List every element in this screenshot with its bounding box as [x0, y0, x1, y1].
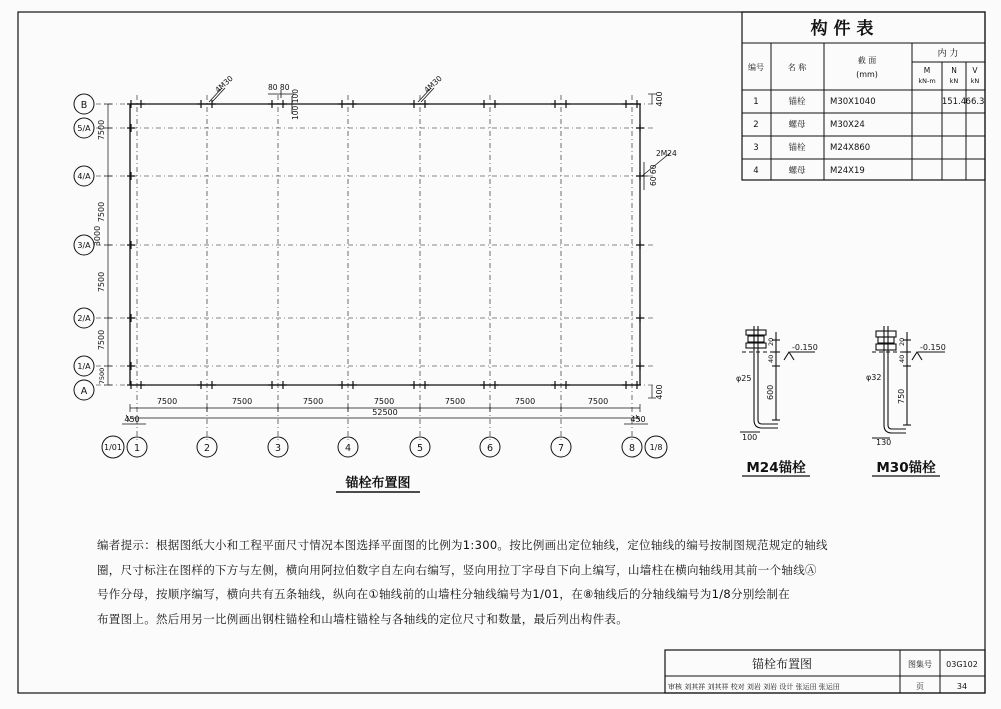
total-dimension: 52500 — [372, 408, 398, 417]
title-block-drawing-title: 锚栓布置图 — [751, 657, 813, 671]
detail-hook: 100 — [742, 433, 758, 442]
table-cell: 3 — [753, 143, 759, 153]
bay-dimension: 7500 — [514, 397, 536, 406]
callout-2m24: 2M24 — [656, 149, 677, 158]
detail-elevation: -0.150 — [920, 343, 946, 352]
table-cell: 螺母 — [788, 166, 806, 176]
detail-top2: 40 — [767, 354, 775, 363]
dimension-400-top: 400 — [655, 91, 664, 107]
bay-dimension: 7500 — [587, 397, 609, 406]
left-dimension: 7500 — [97, 329, 106, 351]
title-block-atlas-label: 图集号 — [908, 660, 932, 669]
table-header-name: 名 称 — [787, 63, 807, 72]
bay-dimension: 7500 — [444, 397, 466, 406]
m30-detail-title: M30锚栓 — [876, 460, 936, 476]
edge-dimension-right: 450 — [630, 415, 646, 424]
table-cell: M24X19 — [830, 166, 865, 176]
table-cell: M24X860 — [830, 143, 871, 153]
detail-top2: 40 — [898, 354, 906, 363]
callout-4m30: 4M30 — [213, 73, 235, 95]
detail-length: 600 — [766, 384, 775, 400]
detail-length: 750 — [897, 388, 906, 404]
table-cell: M30X1040 — [830, 97, 876, 107]
table-header-m: M — [923, 66, 931, 75]
axis-label-h: 2/A — [77, 314, 91, 323]
table-header-section: 截 面 — [857, 56, 877, 65]
axis-label-h: 5/A — [77, 124, 91, 133]
plan-callouts — [213, 74, 677, 186]
detail-hook: 130 — [876, 438, 892, 447]
bay-dimension: 7500 — [231, 397, 253, 406]
note-line: 布置图上。然后用另一比例画出钢柱锚栓和山墙柱锚栓与各轴线的定位尺寸和数量，最后列出构件表。 — [97, 611, 628, 626]
detail-diameter: φ25 — [736, 374, 752, 383]
table-cell: M30X24 — [830, 120, 865, 130]
table-cell: 锚栓 — [788, 97, 806, 107]
axis-label-h: 4/A — [77, 172, 91, 181]
note-line: 编者提示：根据图纸大小和工程平面尺寸情况本图选择平面图的比例为1:300。按比例画出定位轴线，定位轴线的编号按制图规范规定的轴线 — [97, 538, 828, 552]
table-header-section-unit: (mm) — [856, 70, 878, 79]
dimension-texts — [93, 88, 664, 424]
table-title: 构 件 表 — [810, 19, 874, 39]
bay-dimension: 7500 — [156, 397, 178, 406]
table-cell: 2 — [753, 120, 759, 130]
axis-label-h: 3/A — [77, 241, 91, 250]
axis-label-h: B — [80, 100, 88, 111]
dimension-400-bottom: 400 — [655, 384, 664, 400]
table-cell: 锚栓 — [788, 143, 806, 153]
anchor-bolt-groups — [127, 100, 644, 389]
table-cell: 66.3 — [965, 97, 985, 107]
detail-diameter: φ32 — [866, 373, 882, 382]
table-header-force: 内 力 — [937, 49, 959, 59]
table-header-no: 编号 — [748, 63, 764, 72]
frame-outline — [130, 104, 640, 385]
axis-label-v: 8 — [628, 443, 636, 454]
table-header-n-unit: kN — [949, 77, 959, 85]
axis-label-h: A — [80, 386, 88, 397]
table-cell: 螺母 — [788, 120, 806, 130]
left-dimension: 7500 — [97, 201, 106, 223]
detail-top1: 20 — [898, 337, 906, 346]
axis-label-v: 3 — [274, 443, 282, 454]
table-header-m-unit: kN-m — [918, 77, 936, 85]
callout-60: 60 60 — [649, 164, 658, 186]
editor-note — [97, 533, 828, 631]
bay-dimension: 7500 — [302, 397, 324, 406]
left-dimension: 7500 — [97, 271, 106, 293]
note-line: 号作分母，按顺序编写，横向共有五条轴线，纵向在①轴线前的山墙柱分轴线编号为1/01，在⑧轴线后的分轴线编号为1/8分别绘制在 — [97, 587, 791, 601]
axis-label-v: 1/01 — [104, 443, 122, 452]
note-line: 圈，尺寸标注在图样的下方与左侧，横向用阿拉伯数字自左向右编写，竖向用拉丁字母自下向上编写，山墙柱在横向轴线用其前一个轴线Ⓐ — [97, 562, 817, 577]
callout-4m30: 4M30 — [422, 73, 444, 95]
table-cell: 4 — [753, 166, 759, 176]
title-block-page-label: 页 — [916, 682, 924, 691]
m30-detail-labels — [866, 338, 946, 476]
axis-label-v: 2 — [203, 443, 211, 454]
plan-title: 锚栓布置图 — [345, 476, 411, 491]
m24-detail-title: M24锚栓 — [746, 460, 806, 476]
dimension-lines — [104, 94, 656, 424]
axis-label-v: 6 — [486, 443, 494, 454]
table-header-v-unit: kN — [970, 77, 980, 85]
table-cell: 1 — [753, 97, 759, 107]
left-dimension: 7500 — [98, 367, 106, 385]
m24-detail-labels — [736, 338, 818, 476]
callout-100: 100 100 — [291, 88, 300, 120]
bay-dimension: 7500 — [373, 397, 395, 406]
axis-lines — [96, 95, 656, 440]
axis-label-v: 4 — [344, 443, 352, 454]
left-dimension: 7500 — [97, 119, 106, 141]
title-block-atlas-no: 03G102 — [946, 660, 978, 669]
axis-label-v: 1 — [133, 443, 141, 454]
axis-label-v: 5 — [416, 443, 424, 454]
axis-label-v: 1/8 — [649, 443, 663, 452]
table-header-v: V — [972, 66, 978, 75]
left-dimension: 3000 — [93, 225, 102, 247]
table-cell: 151.4 — [941, 97, 967, 107]
axis-label-v: 7 — [557, 443, 565, 454]
detail-elevation: -0.150 — [792, 343, 818, 352]
table-header-n: N — [951, 66, 957, 75]
title-block-review-row: 审核 刘其祥 刘其祥 校对 刘岩 刘岩 设计 张运田 张运田 — [668, 683, 840, 691]
callout-80: 80 80 — [268, 83, 290, 92]
edge-dimension-left: 450 — [124, 415, 140, 424]
axis-label-h: 1/A — [77, 362, 91, 371]
detail-top1: 20 — [767, 337, 775, 346]
title-block-page-no: 34 — [956, 682, 968, 691]
